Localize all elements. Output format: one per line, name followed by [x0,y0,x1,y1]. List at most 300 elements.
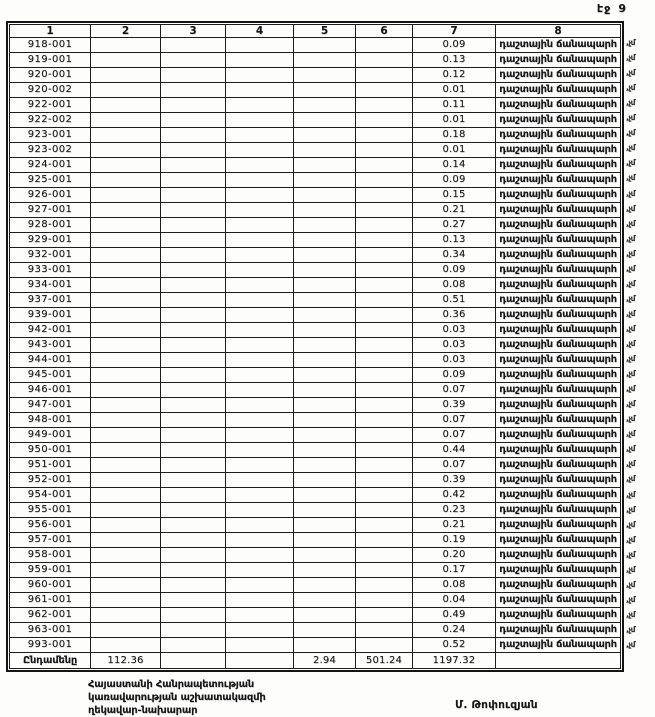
empty-cell [294,218,356,233]
margin-note: ,չմ [626,594,635,604]
empty-cell [294,368,356,383]
land-use-cell: դաշտային ճանապարհ [496,473,621,488]
empty-cell [161,488,226,503]
empty-cell [226,128,294,143]
margin-note: ,չմ [626,98,635,108]
parcel-code-cell: 993-001 [10,638,91,653]
empty-cell [356,53,413,68]
table-row [10,368,621,383]
empty-cell [356,638,413,653]
total-col8 [496,653,621,669]
empty-cell [294,593,356,608]
empty-cell [294,293,356,308]
table-row [10,593,621,608]
empty-cell [294,158,356,173]
parcel-code-cell: 929-001 [10,233,91,248]
area-value-cell: 0.01 [413,83,496,98]
empty-cell [161,128,226,143]
empty-cell [294,563,356,578]
parcel-code-cell: 962-001 [10,608,91,623]
empty-cell [356,473,413,488]
empty-cell [91,428,161,443]
parcel-code-cell: 920-002 [10,83,91,98]
empty-cell [226,608,294,623]
empty-cell [294,98,356,113]
table-row [10,458,621,473]
empty-cell [356,398,413,413]
empty-cell [294,578,356,593]
empty-cell [356,368,413,383]
margin-note: ,չմ [626,53,635,63]
empty-cell [161,623,226,638]
empty-cell [91,263,161,278]
area-value-cell: 0.07 [413,413,496,428]
land-use-cell: դաշտային ճանապարհ [496,293,621,308]
empty-cell [91,113,161,128]
empty-cell [161,548,226,563]
empty-cell [226,158,294,173]
margin-note: ,չմ [626,113,635,123]
empty-cell [91,278,161,293]
empty-cell [226,53,294,68]
parcel-code-cell: 963-001 [10,623,91,638]
land-use-cell: դաշտային ճանապարհ [496,308,621,323]
empty-cell [294,488,356,503]
empty-cell [226,548,294,563]
land-use-cell: դաշտային ճանապարհ [496,338,621,353]
area-value-cell: 0.36 [413,308,496,323]
empty-cell [226,593,294,608]
empty-cell [226,638,294,653]
empty-cell [356,563,413,578]
parcel-code-cell: 933-001 [10,263,91,278]
area-value-cell: 0.01 [413,113,496,128]
land-use-cell: դաշտային ճանապարհ [496,428,621,443]
empty-cell [294,83,356,98]
empty-cell [356,533,413,548]
empty-cell [294,638,356,653]
empty-cell [91,98,161,113]
column-header-1: 1 [10,25,91,38]
total-row [10,653,621,669]
total-label: Ընդամենը [10,653,91,669]
empty-cell [161,503,226,518]
empty-cell [161,218,226,233]
empty-cell [91,233,161,248]
area-value-cell: 0.03 [413,323,496,338]
parcel-code-cell: 957-001 [10,533,91,548]
area-value-cell: 0.07 [413,458,496,473]
empty-cell [161,638,226,653]
margin-note: ,չմ [626,83,635,93]
empty-cell [161,158,226,173]
area-value-cell: 0.23 [413,503,496,518]
table-row [10,323,621,338]
table-row [10,98,621,113]
area-value-cell: 0.21 [413,203,496,218]
land-use-cell: դաշտային ճանապարհ [496,218,621,233]
empty-cell [91,473,161,488]
land-use-cell: դաշտային ճանապարհ [496,488,621,503]
margin-note: ,չմ [626,128,635,138]
table-row [10,338,621,353]
empty-cell [356,353,413,368]
area-value-cell: 0.20 [413,548,496,563]
column-header-row [10,25,621,38]
empty-cell [356,608,413,623]
empty-cell [294,278,356,293]
land-use-cell: դաշտային ճանապարհ [496,398,621,413]
empty-cell [91,68,161,83]
empty-cell [161,53,226,68]
land-use-cell: դաշտային ճանապարհ [496,458,621,473]
empty-cell [356,128,413,143]
empty-cell [161,338,226,353]
parcel-code-cell: 927-001 [10,203,91,218]
empty-cell [161,233,226,248]
empty-cell [161,473,226,488]
table-row [10,398,621,413]
empty-cell [356,383,413,398]
empty-cell [356,293,413,308]
empty-cell [294,353,356,368]
parcel-code-cell: 944-001 [10,353,91,368]
margin-note: ,չմ [626,429,635,439]
table-row [10,53,621,68]
empty-cell [294,398,356,413]
empty-cell [226,413,294,428]
area-value-cell: 0.42 [413,488,496,503]
empty-cell [91,143,161,158]
area-value-cell: 0.07 [413,383,496,398]
parcel-code-cell: 961-001 [10,593,91,608]
table-row [10,158,621,173]
margin-note: ,չմ [626,624,635,634]
empty-cell [356,593,413,608]
empty-cell [161,83,226,98]
margin-note: ,չմ [626,579,635,589]
area-value-cell: 0.44 [413,443,496,458]
empty-cell [91,308,161,323]
empty-cell [356,518,413,533]
empty-cell [356,458,413,473]
parcel-code-cell: 951-001 [10,458,91,473]
empty-cell [161,278,226,293]
empty-cell [161,458,226,473]
table-row [10,533,621,548]
table-row [10,68,621,83]
table-body [10,38,621,653]
empty-cell [161,263,226,278]
empty-cell [91,173,161,188]
parcel-code-cell: 922-002 [10,113,91,128]
empty-cell [91,548,161,563]
column-header-7: 7 [413,25,496,38]
empty-cell [294,443,356,458]
table-row [10,518,621,533]
table-row [10,353,621,368]
empty-cell [226,263,294,278]
empty-cell [161,368,226,383]
area-value-cell: 0.34 [413,248,496,263]
parcel-code-cell: 945-001 [10,368,91,383]
land-use-cell: դաշտային ճանապարհ [496,383,621,398]
table-row [10,128,621,143]
area-value-cell: 0.13 [413,53,496,68]
margin-note: ,չմ [626,354,635,364]
empty-cell [161,518,226,533]
empty-cell [356,113,413,128]
area-value-cell: 0.13 [413,233,496,248]
parcel-code-cell: 959-001 [10,563,91,578]
empty-cell [294,53,356,68]
empty-cell [91,188,161,203]
empty-cell [294,623,356,638]
org-line-1: Հայաստանի Հանրապետության [88,679,254,690]
empty-cell [294,338,356,353]
empty-cell [161,398,226,413]
land-use-cell: դաշտային ճանապարհ [496,353,621,368]
land-use-cell: դաշտային ճանապարհ [496,128,621,143]
area-value-cell: 0.18 [413,128,496,143]
margin-note: ,չմ [626,459,635,469]
empty-cell [91,608,161,623]
margin-note: ,չմ [626,369,635,379]
empty-cell [294,383,356,398]
land-use-cell: դաշտային ճանապարհ [496,203,621,218]
empty-cell [356,173,413,188]
parcel-code-cell: 960-001 [10,578,91,593]
margin-note: ,չմ [626,188,635,198]
empty-cell [356,233,413,248]
land-use-cell: դաշտային ճանապարհ [496,533,621,548]
empty-cell [161,413,226,428]
empty-cell [294,233,356,248]
empty-cell [226,173,294,188]
empty-cell [226,503,294,518]
empty-cell [91,158,161,173]
empty-cell [294,68,356,83]
land-use-cell: դաշտային ճանապարհ [496,68,621,83]
area-value-cell: 0.11 [413,98,496,113]
empty-cell [226,458,294,473]
margin-note: ,չմ [626,158,635,168]
margin-note: ,չմ [626,504,635,514]
margin-note: ,չմ [626,293,635,303]
margin-note: ,չմ [626,414,635,424]
land-use-cell: դաշտային ճանապարհ [496,323,621,338]
land-use-cell: դաշտային ճանապարհ [496,263,621,278]
area-value-cell: 0.19 [413,533,496,548]
empty-cell [294,458,356,473]
area-value-cell: 0.39 [413,398,496,413]
margin-note: ,չմ [626,278,635,288]
empty-cell [226,83,294,98]
land-use-cell: դաշտային ճանապարհ [496,53,621,68]
area-value-cell: 0.24 [413,623,496,638]
empty-cell [226,488,294,503]
area-value-cell: 0.01 [413,143,496,158]
land-use-cell: դաշտային ճանապարհ [496,113,621,128]
margin-note: ,չմ [626,218,635,228]
empty-cell [294,38,356,53]
parcel-code-cell: 922-001 [10,98,91,113]
area-value-cell: 0.08 [413,278,496,293]
table-row [10,248,621,263]
empty-cell [294,548,356,563]
empty-cell [226,203,294,218]
land-use-cell: դաշտային ճանապարհ [496,98,621,113]
empty-cell [91,458,161,473]
empty-cell [91,398,161,413]
parcel-code-cell: 955-001 [10,503,91,518]
empty-cell [91,578,161,593]
empty-cell [356,503,413,518]
empty-cell [91,383,161,398]
margin-note: ,չմ [626,143,635,153]
empty-cell [294,473,356,488]
signatory-title-block [88,678,266,717]
empty-cell [91,83,161,98]
empty-cell [91,218,161,233]
table-row [10,278,621,293]
margin-note: ,չմ [626,323,635,333]
empty-cell [226,293,294,308]
margin-note: ,չմ [626,609,635,619]
empty-cell [294,518,356,533]
area-value-cell: 0.17 [413,563,496,578]
empty-cell [161,593,226,608]
empty-cell [226,533,294,548]
area-value-cell: 0.07 [413,428,496,443]
empty-cell [161,143,226,158]
parcel-code-cell: 919-001 [10,53,91,68]
parcel-code-cell: 918-001 [10,38,91,53]
empty-cell [294,248,356,263]
table-row [10,263,621,278]
parcel-table-frame [6,21,624,672]
total-col7: 1197.32 [413,653,496,669]
empty-cell [161,563,226,578]
empty-cell [356,218,413,233]
empty-cell [91,443,161,458]
empty-cell [356,203,413,218]
land-use-cell: դաշտային ճանապարհ [496,38,621,53]
land-use-cell: դաշտային ճանապարհ [496,188,621,203]
empty-cell [161,293,226,308]
parcel-code-cell: 950-001 [10,443,91,458]
empty-cell [226,233,294,248]
table-row [10,293,621,308]
empty-cell [91,518,161,533]
table-row [10,548,621,563]
table-row [10,428,621,443]
empty-cell [161,428,226,443]
table-row [10,188,621,203]
empty-cell [161,173,226,188]
empty-cell [91,53,161,68]
empty-cell [226,113,294,128]
empty-cell [161,248,226,263]
page-number-value: 9 [618,2,627,15]
empty-cell [294,188,356,203]
margin-note: ,չմ [626,489,635,499]
land-use-cell: դաշտային ճանապարհ [496,548,621,563]
empty-cell [356,143,413,158]
margin-note: ,չմ [626,444,635,454]
area-value-cell: 0.51 [413,293,496,308]
table-row [10,563,621,578]
empty-cell [356,338,413,353]
parcel-code-cell: 943-001 [10,338,91,353]
empty-cell [91,323,161,338]
margin-note: ,չմ [626,549,635,559]
page-number-label: էջ [596,2,612,15]
empty-cell [294,413,356,428]
land-use-cell: դաշտային ճանապարհ [496,503,621,518]
empty-cell [91,203,161,218]
parcel-code-cell: 924-001 [10,158,91,173]
area-value-cell: 0.09 [413,368,496,383]
empty-cell [161,383,226,398]
empty-cell [294,503,356,518]
land-use-cell: դաշտային ճանապարհ [496,593,621,608]
parcel-code-cell: 928-001 [10,218,91,233]
empty-cell [161,533,226,548]
area-value-cell: 0.49 [413,608,496,623]
land-use-cell: դաշտային ճանապարհ [496,578,621,593]
land-use-cell: դաշտային ճանապարհ [496,518,621,533]
empty-cell [226,248,294,263]
empty-cell [226,323,294,338]
empty-cell [91,293,161,308]
empty-cell [356,323,413,338]
org-line-2: կառավարության աշխատակազմի [88,692,266,703]
column-header-6: 6 [356,25,413,38]
empty-cell [226,428,294,443]
land-use-cell: դաշտային ճանապարհ [496,608,621,623]
column-header-4: 4 [226,25,294,38]
area-value-cell: 0.09 [413,38,496,53]
table-row [10,608,621,623]
empty-cell [356,623,413,638]
table-row [10,488,621,503]
area-value-cell: 0.04 [413,593,496,608]
empty-cell [226,143,294,158]
total-col5: 2.94 [294,653,356,669]
area-value-cell: 0.09 [413,173,496,188]
empty-cell [294,533,356,548]
org-line-3: ղեկավար-նախարար [88,705,198,716]
empty-cell [294,143,356,158]
area-value-cell: 0.27 [413,218,496,233]
parcel-code-cell: 947-001 [10,398,91,413]
column-header-3: 3 [161,25,226,38]
empty-cell [161,98,226,113]
empty-cell [91,338,161,353]
empty-cell [226,38,294,53]
column-header-2: 2 [91,25,161,38]
empty-cell [294,113,356,128]
land-use-cell: դաշտային ճանապարհ [496,623,621,638]
land-use-cell: դաշտային ճանապարհ [496,233,621,248]
empty-cell [294,173,356,188]
margin-note: ,չմ [626,339,635,348]
empty-cell [294,308,356,323]
empty-cell [226,308,294,323]
empty-cell [226,473,294,488]
column-header-8: 8 [496,25,621,38]
